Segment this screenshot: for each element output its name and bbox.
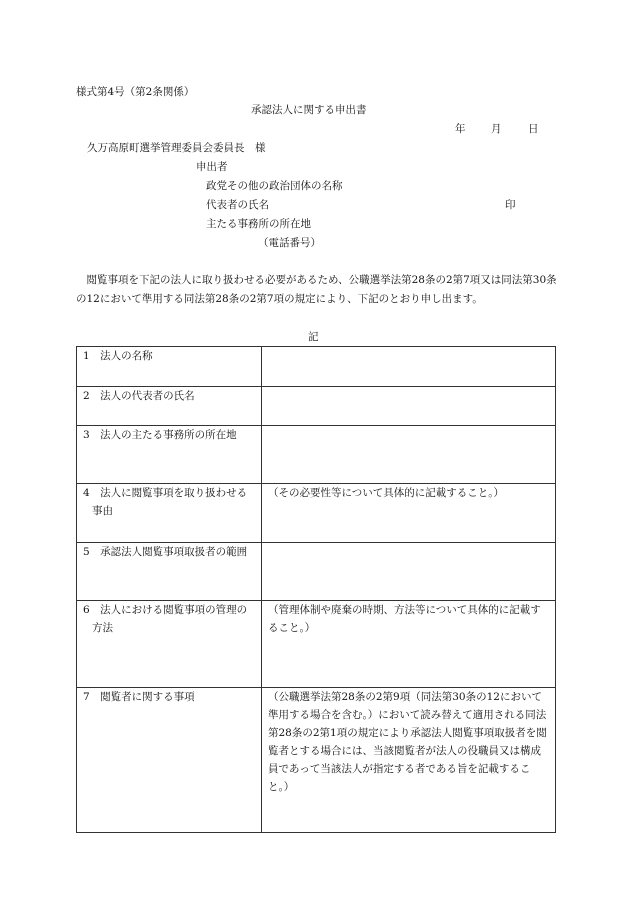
office-address-label: 主たる事務所の所在地 <box>206 218 311 230</box>
table-row <box>77 426 556 484</box>
document-title: 承認法人に関する申出書 <box>251 104 367 116</box>
table-row <box>77 387 556 426</box>
table-row <box>77 688 556 833</box>
table-row <box>77 484 556 543</box>
phone-label: （電話番号） <box>258 237 321 249</box>
date-year: 年 <box>455 123 466 135</box>
row-value[interactable] <box>262 543 556 601</box>
row-value[interactable]: （管理体制や廃棄の時期、方法等について具体的に記載すること。） <box>262 601 556 688</box>
row-label: 4 法人に閲覧事項を取り扱わせる事由 <box>77 484 262 543</box>
row-label: 1 法人の名称 <box>77 347 262 387</box>
addressee: 久万高原町選挙管理委員会委員長 様 <box>87 142 266 154</box>
applicant-label: 申出者 <box>196 161 228 173</box>
table-row <box>77 601 556 688</box>
ki-heading: 記 <box>308 331 319 343</box>
row-value[interactable]: （その必要性等について具体的に記載すること。） <box>262 484 556 543</box>
row-label: 3 法人の主たる事務所の所在地 <box>77 426 262 484</box>
date-day: 日 <box>528 123 539 135</box>
table-row <box>77 347 556 387</box>
rep-name-label: 代表者の氏名 <box>206 199 269 211</box>
row-label: 2 法人の代表者の氏名 <box>77 387 262 426</box>
org-name-label: 政党その他の政治団体の名称 <box>206 180 343 192</box>
table-row <box>77 543 556 601</box>
row-label: 5 承認法人閲覧事項取扱者の範囲 <box>77 543 262 601</box>
row-value[interactable]: （公職選挙法第28条の2第9項（同法第30条の12において準用する場合を含む。）において読み替えて適用される同法第28条の2第1項の規定により承認法人閲覧事項取扱者を閲覧者とする場合には、当該閲覧者が法人の役職員又は構成員であって当該法人が指定する者である旨を記載すること。） <box>262 688 556 833</box>
seal-mark: 印 <box>505 199 516 211</box>
body-text: 閲覧事項を下記の法人に取り扱わせる必要があるため、公職選挙法第28条の2第7項又は同法第30条の12において準用する同法第28条の2第7項の規定により、下記のとおり申し出ます。 <box>76 274 557 305</box>
details-table <box>76 346 556 833</box>
row-value[interactable] <box>262 347 556 387</box>
row-label: 6 法人における閲覧事項の管理の方法 <box>77 601 262 688</box>
row-label: 7 閲覧者に関する事項 <box>77 688 262 833</box>
date-month: 月 <box>491 123 502 135</box>
row-value[interactable] <box>262 387 556 426</box>
form-number: 様式第4号（第2条関係） <box>76 86 195 98</box>
row-value[interactable] <box>262 426 556 484</box>
